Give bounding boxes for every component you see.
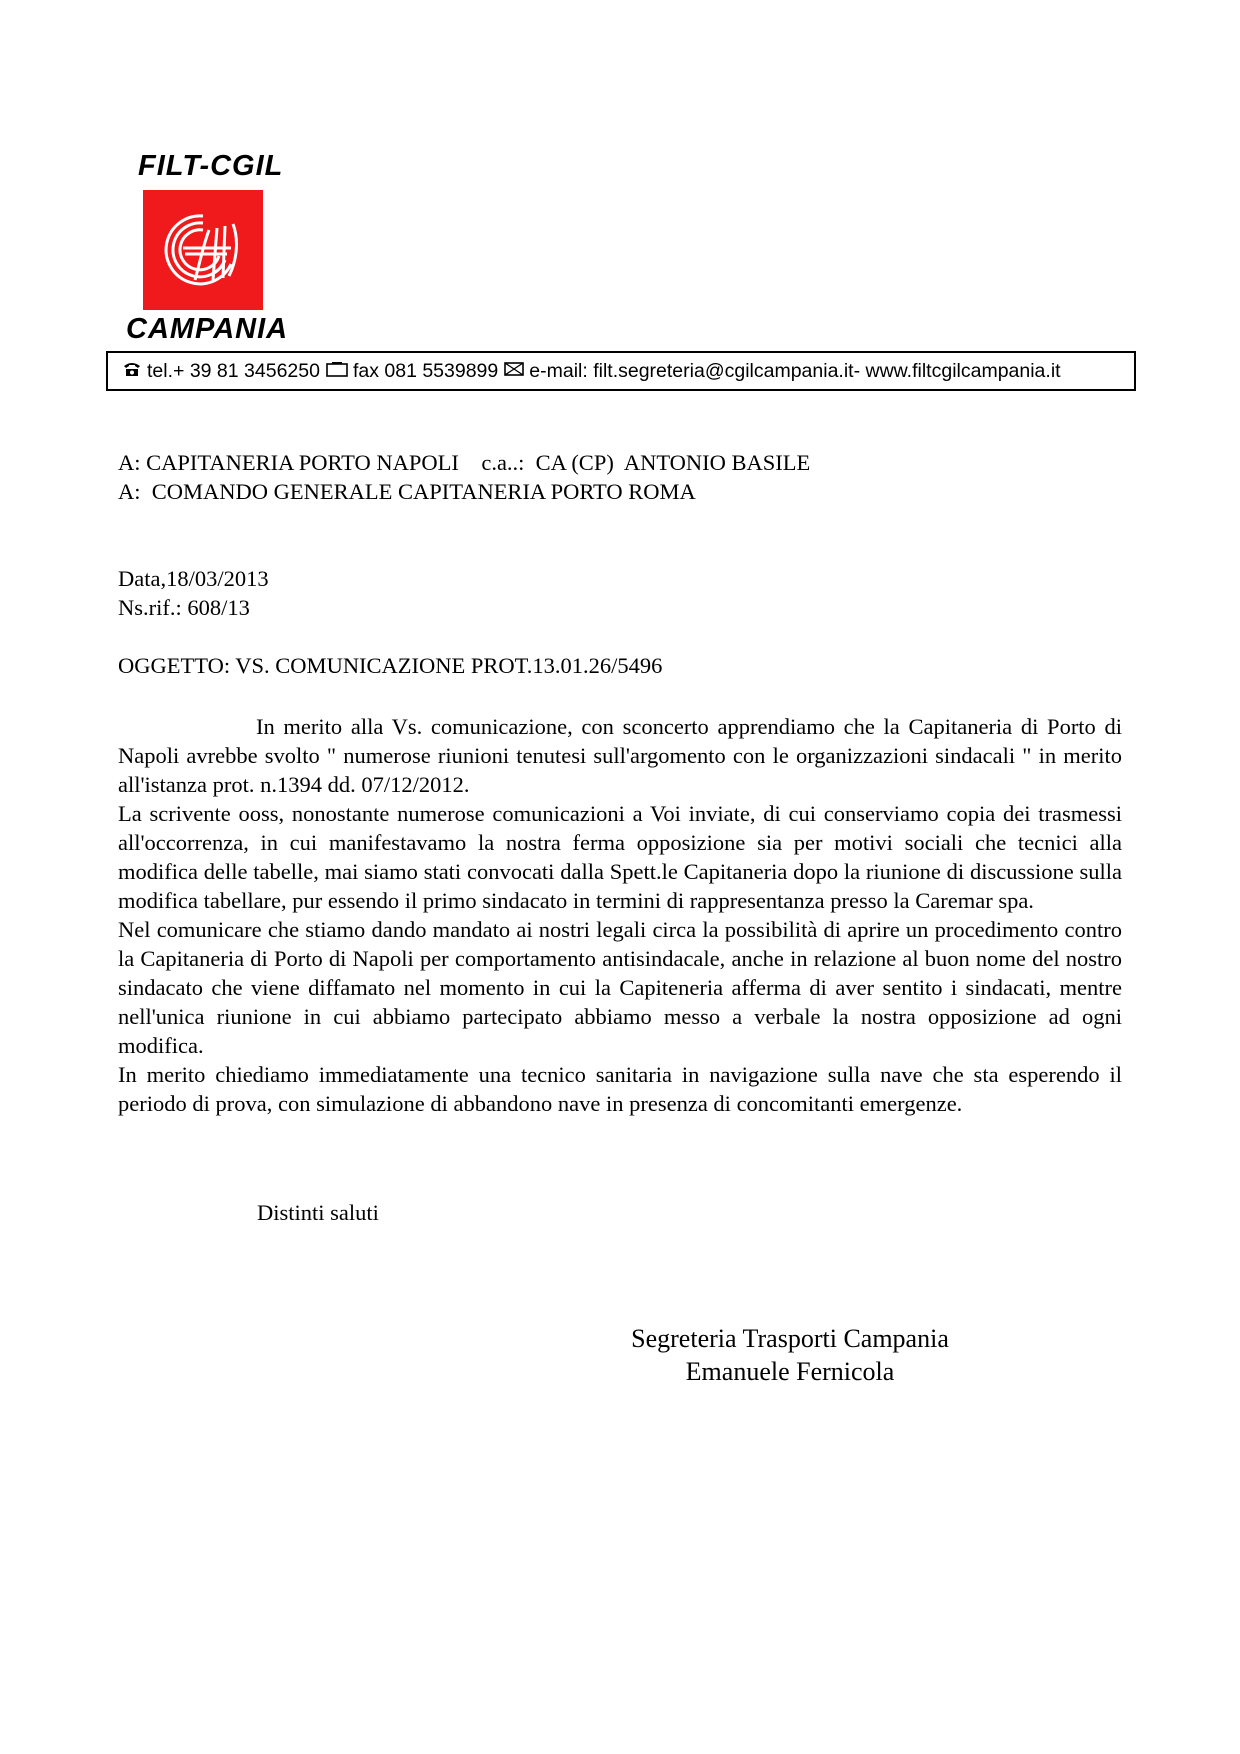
recipient-line-1: A: CAPITANERIA PORTO NAPOLI c.a..: CA (CP) ANTONIO BASILE xyxy=(118,450,811,475)
body-paragraph-3: Nel comunicare che stiamo dando mandato ai nostri legali circa la possibilità di aprire un procedimento contro la Capitaneria di Porto di Napoli per comportamento antisindacale, anche in relazione al buon nome del nostro sindacato che viene diffamato nel momento in cui la Capiteneria afferma di aver sentito i sindacati, mentre nell'unica riunione in cui abbiamo partecipato abbiamo messo a verbale la nostra opposizione ad ogni modifica. xyxy=(118,917,1122,1058)
body-paragraph-2: La scrivente ooss, nonostante numerose comunicazioni a Voi inviate, di cui conserviamo copia dei trasmessi all'occorrenza, in cui manifestavamo la nostra ferma opposizione sia per motivi sociali che tecnici alla modifica delle tabelle, mai siamo stati convocati dalla Spett.le Capitaneria dopo la riunione di discussione sulla modifica tabellare, pur essendo il primo sindacato in termini di rappresentanza presso la Caremar spa. xyxy=(118,801,1122,913)
envelope-icon xyxy=(504,360,524,383)
body-paragraph-1: In merito alla Vs. comunicazione, con sconcerto apprendiamo che la Capitaneria di Porto di Napoli avrebbe svolto " numerose riunioni tenutesi sull'argomento con le organizzazioni sindacali " in merito all'istanza prot. n.1394 dd. 07/12/2012. xyxy=(118,714,1122,797)
closing-salutation: Distinti saluti xyxy=(257,1200,379,1225)
email-website: e-mail: filt.segreteria@cgilcampania.it- www.filtcgilcampania.it xyxy=(529,359,1061,382)
signature-office: Segreteria Trasporti Campania xyxy=(631,1324,949,1353)
letter-date: Data,18/03/2013 xyxy=(118,566,269,591)
fax-icon xyxy=(326,360,348,383)
signature-block xyxy=(540,1322,1040,1388)
fax-number: fax 081 5539899 xyxy=(352,359,499,382)
contact-bar xyxy=(106,351,1136,391)
signature-name: Emanuele Fernicola xyxy=(685,1357,895,1386)
filt-logo xyxy=(143,190,263,310)
telephone-icon xyxy=(122,360,142,383)
brand-name-top: FILT-CGIL xyxy=(138,150,284,182)
letter-body xyxy=(118,712,1122,1118)
filt-logo-icon xyxy=(143,190,263,310)
phone-number: tel.+ 39 81 3456250 xyxy=(147,359,320,382)
letter-reference: Ns.rif.: 608/13 xyxy=(118,595,250,620)
brand-name-bottom: CAMPANIA xyxy=(126,313,289,345)
body-paragraph-4: In merito chiediamo immediatamente una tecnico sanitaria in navigazione sulla nave che sta esperendo il periodo di prova, con simulazione di abbandono nave in presenza di concomitanti emergenze. xyxy=(118,1062,1122,1116)
letter-subject: OGGETTO: VS. COMUNICAZIONE PROT.13.01.26/5496 xyxy=(118,653,663,678)
recipient-line-2: A: COMANDO GENERALE CAPITANERIA PORTO ROMA xyxy=(118,479,696,504)
